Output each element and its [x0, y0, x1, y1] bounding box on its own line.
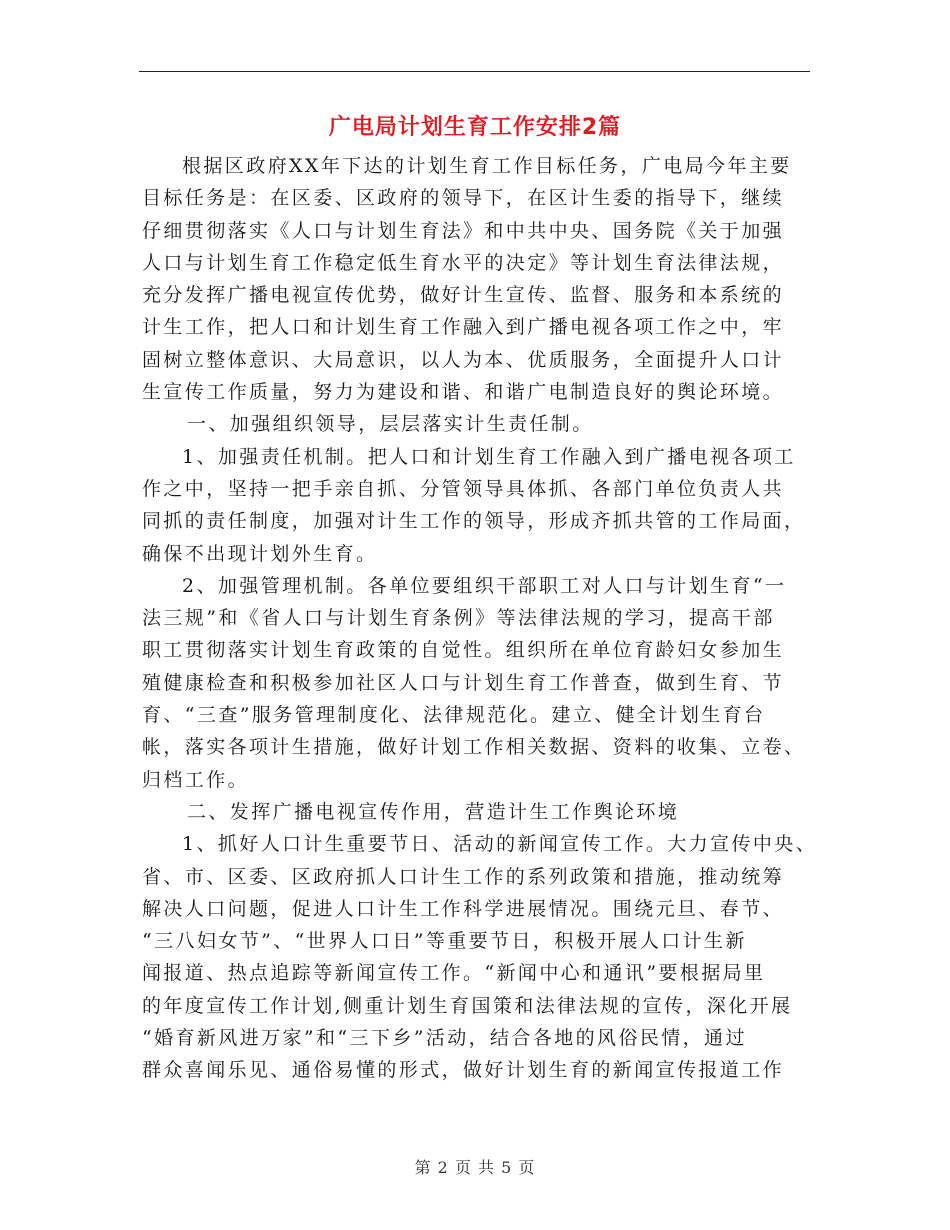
paragraph-line: 根据区政府XX年下达的计划生育工作目标任务，广电局今年主要	[182, 155, 792, 177]
paragraph-line: 职工贯彻落实计划生育政策的自觉性。组织所在单位育龄妇女参加生	[142, 639, 785, 662]
paragraph-line: 省、市、区委、区政府抓人口计生工作的系列政策和措施，推动统筹	[142, 865, 785, 888]
paragraph-line: 作之中，坚持一把手亲自抓、分管领导具体抓、各部门单位负责人共	[142, 477, 785, 500]
paragraph-line: 1、加强责任机制。把人口和计划生育工作融入到广播电视各项工	[182, 445, 796, 468]
paragraph-line: 归档工作。	[142, 768, 250, 791]
paragraph-line: 同抓的责任制度，加强对计生工作的领导，形成齐抓共管的工作局面，	[142, 510, 806, 533]
paragraph-line: 确保不出现计划外生育。	[142, 542, 378, 565]
paragraph-line: 殖健康检查和积极参加社区人口与计划生育工作普查，做到生育、节	[142, 671, 785, 694]
paragraph-line: 固树立整体意识、大局意识，以人为本、优质服务，全面提升人口计	[142, 348, 785, 371]
paragraph-line: 群众喜闻乐见、通俗易懂的形式，做好计划生育的新闻宣传报道工作	[142, 1059, 785, 1082]
paragraph-line: 充分发挥广播电视宣传优势，做好计生宣传、监督、服务和本系统的	[142, 284, 785, 307]
paragraph-line: 帐，落实各项计生措施，做好计划工作相关数据、资料的收集、立卷、	[142, 736, 806, 759]
paragraph-line: 育、“三查”服务管理制度化、法律规范化。建立、健全计划生育台	[142, 704, 766, 727]
paragraph-line: 生宣传工作质量，努力为建设和谐、和谐广电制造良好的舆论环境。	[142, 381, 785, 404]
paragraph-line: 目标任务是：在区委、区政府的领导下，在区计生委的指导下，继续	[142, 187, 785, 210]
paragraph-line: “婚育新风进万家”和“三下乡”活动，结合各地的风俗民情，通过	[142, 1027, 747, 1050]
paragraph-line: 解决人口问题，促进人口计生工作科学进展情况。围绕元旦、春节、	[142, 897, 785, 920]
paragraph-line: 人口与计划生育工作稳定低生育水平的决定》等计划生育法律法规，	[142, 251, 785, 274]
paragraph-line: 的年度宣传工作计划,侧重计划生育国策和法律法规的宣传，深化开展	[142, 994, 793, 1017]
document-body	[142, 150, 822, 1087]
document-title: 广电局计划生育工作安排2篇	[328, 115, 622, 140]
section-heading: 一、加强组织领导，层层落实计生责任制。	[187, 413, 594, 436]
header-rule	[139, 71, 810, 72]
paragraph-line: 2、加强管理机制。各单位要组织干部职工对人口与计划生育“一	[182, 574, 787, 597]
paragraph-line: 计生工作，把人口和计划生育工作融入到广播电视各项工作之中，牢	[142, 316, 785, 339]
paragraph-line: 法三规”和《省人口与计划生育条例》等法律法规的学习，提高干部	[142, 607, 775, 630]
paragraph-line: 仔细贯彻落实《人口与计划生育法》和中共中央、国务院《关于加强	[142, 219, 785, 242]
paragraph-line: 闻报道、热点追踪等新闻宣传工作。“新闻中心和通讯”要根据局里	[142, 962, 766, 985]
section-heading: 二、发挥广播电视宣传作用，营造计生工作舆论环境	[187, 800, 680, 823]
paragraph-line: “三八妇女节”、“世界人口日”等重要节日，积极开展人口计生新	[142, 930, 747, 953]
paragraph-line: 1、抓好人口计生重要节日、活动的新闻宣传工作。大力宣传中央、	[182, 833, 818, 856]
page-number: 第 2 页 共 5 页	[414, 1158, 536, 1177]
